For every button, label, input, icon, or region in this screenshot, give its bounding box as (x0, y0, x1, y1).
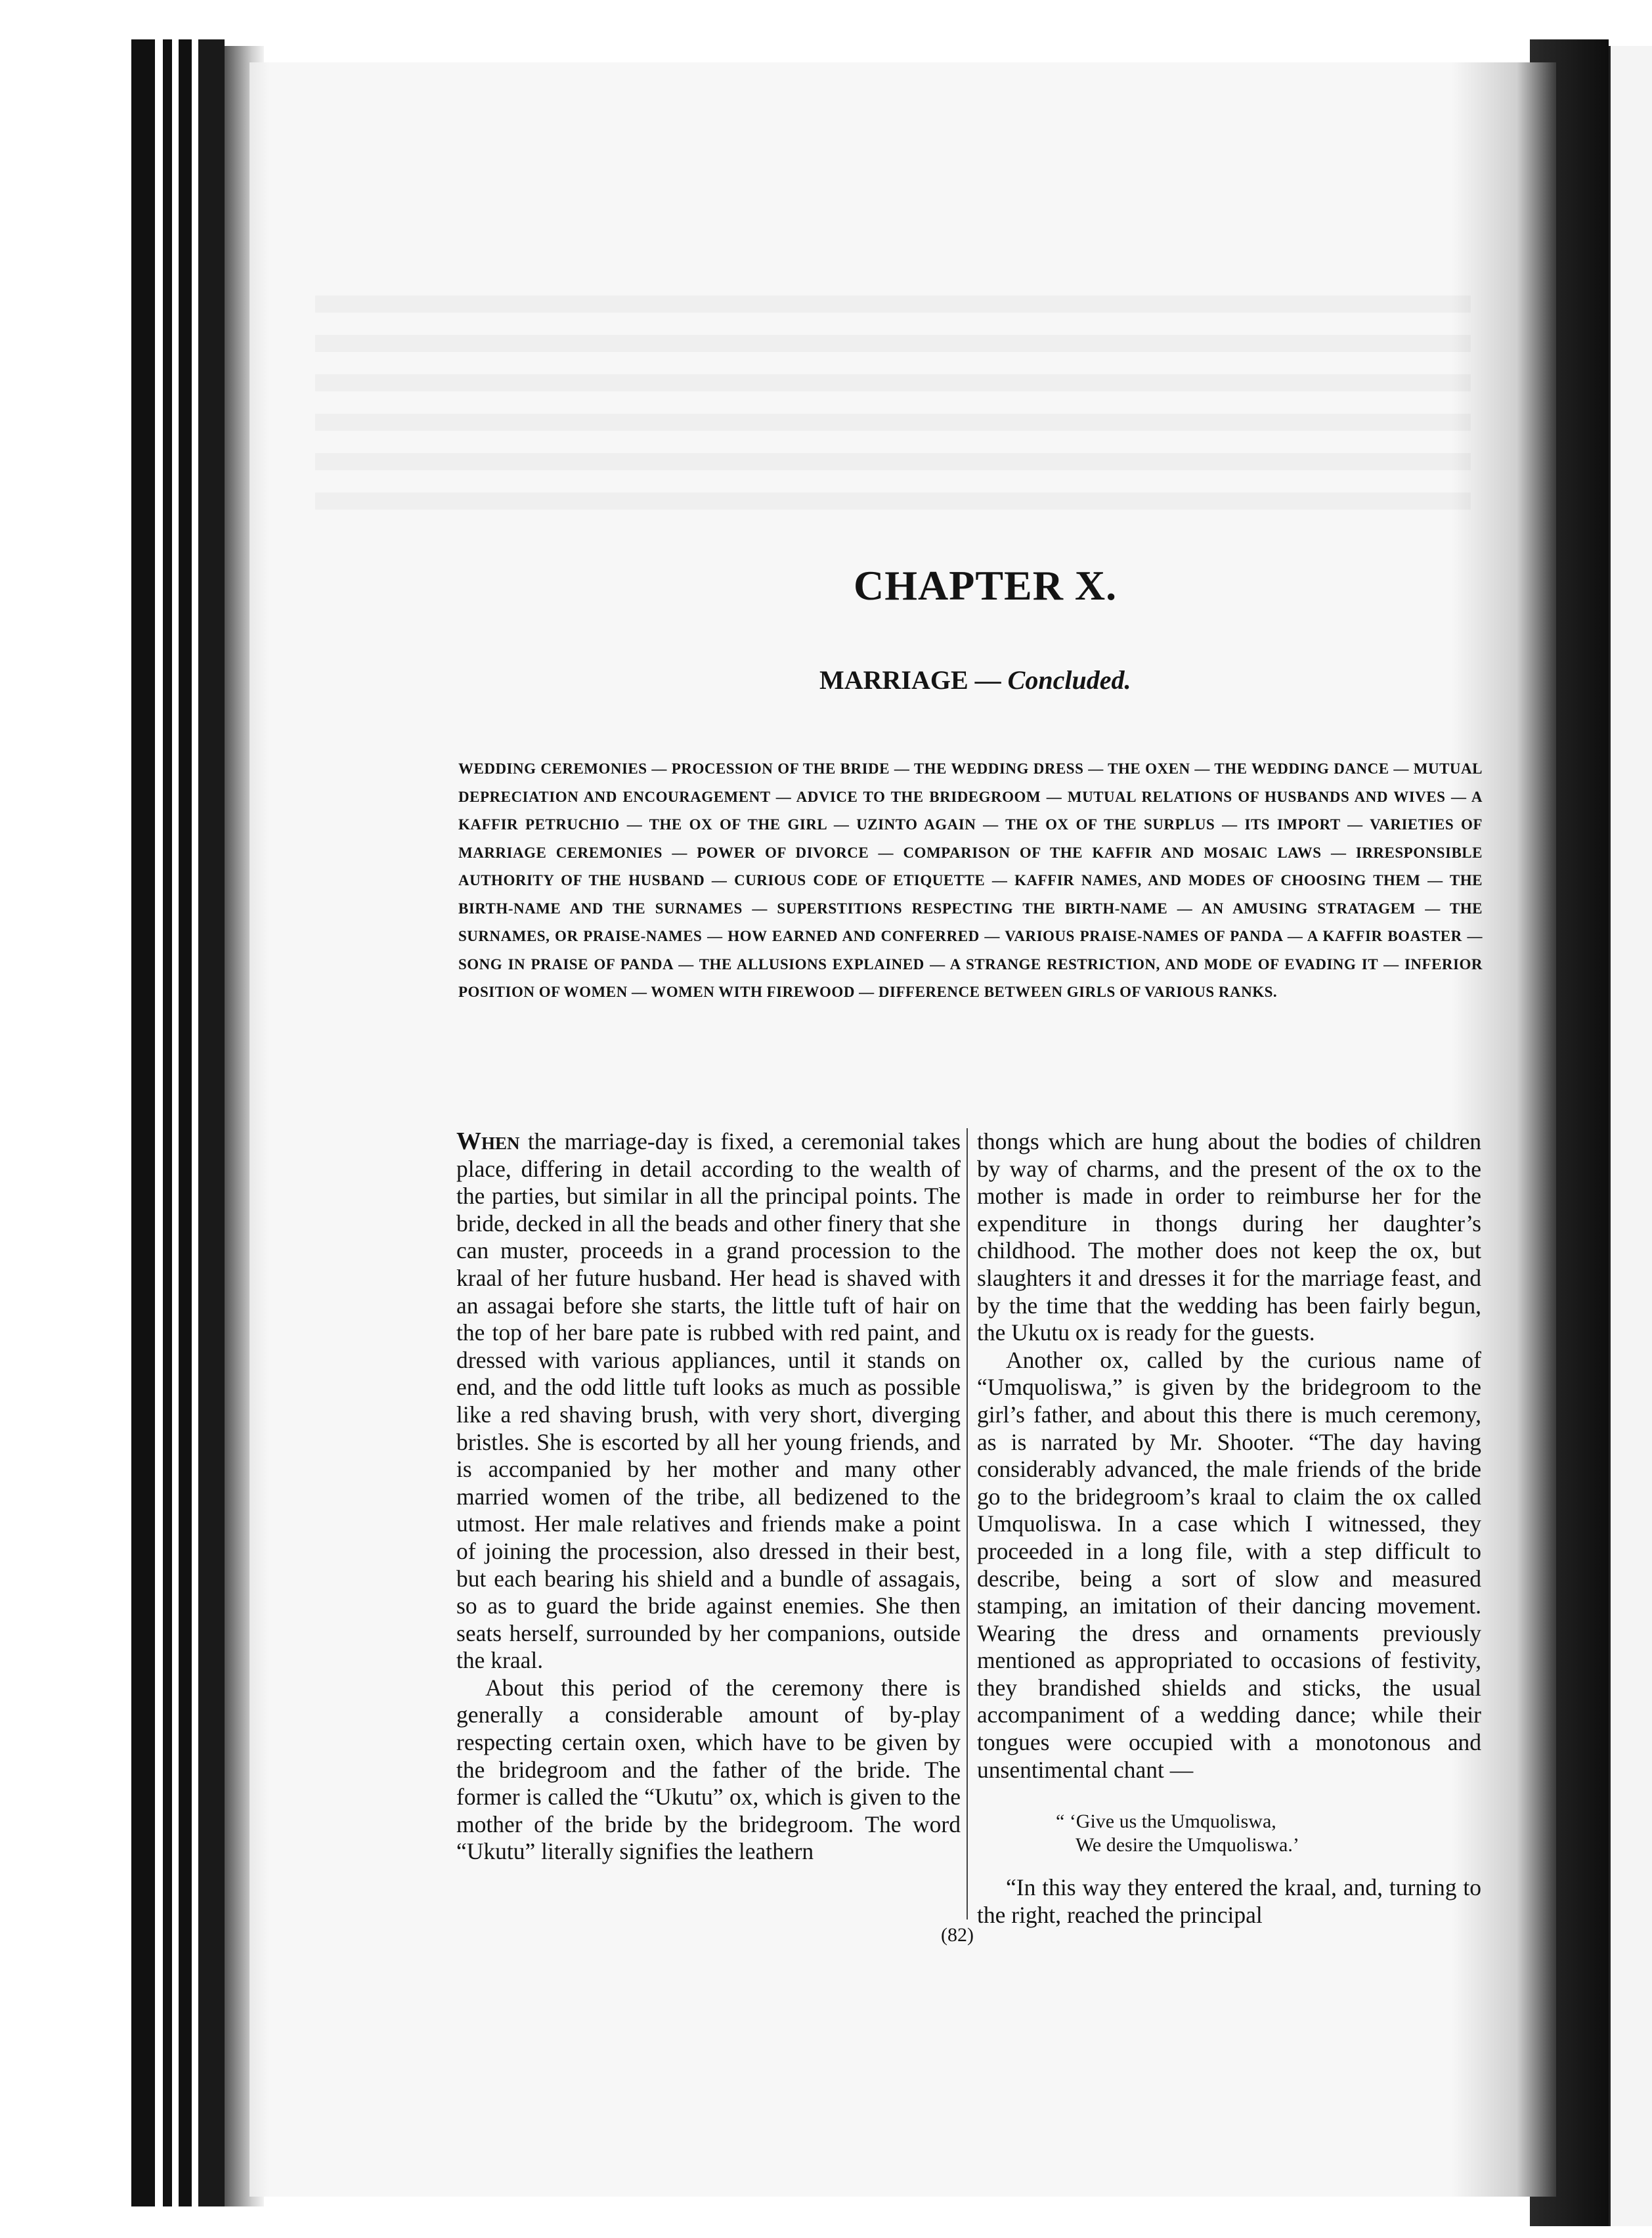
scan-margin (0, 0, 131, 2238)
chapter-summary: WEDDING CEREMONIES — PROCESSION OF THE BRIDE — THE WEDDING DRESS — THE OXEN — THE WEDDING DANCE — MUTUAL DEPRECIATION AND ENCOURAGEMENT — ADVICE TO THE BRIDEGROOM — MUTUAL RELATIONS OF HUSBANDS AND WIVES — A KAFFIR PETRUCHIO — THE OX OF THE GIRL — UZINTO AGAIN — THE OX OF THE SURPLUS — ITS IMPORT — VARIETIES OF MARRIAGE CEREMONIES — POWER OF DIVORCE — COMPARISON OF THE KAFFIR AND MOSAIC LAWS — IRRESPONSIBLE AUTHORITY OF THE HUSBAND — CURIOUS CODE OF ETIQUETTE — KAFFIR NAMES, AND MODES OF CHOOSING THEM — THE BIRTH-NAME AND THE SURNAMES — SUPERSTITIONS RESPECTING THE BIRTH-NAME — AN AMUSING STRATAGEM — THE SURNAMES, OR PRAISE-NAMES — HOW EARNED AND CONFERRED — VARIOUS PRAISE-NAMES OF PANDA — A KAFFIR BOASTER — SONG IN PRAISE OF PANDA — THE ALLUSIONS EXPLAINED — A STRANGE RESTRICTION, AND MODE OF EVADING IT — INFERIOR POSITION OF WOMEN — WOMEN WITH FIREWOOD — DIFFERENCE BETWEEN GIRLS OF VARIOUS RANKS. (458, 760, 1483, 1000)
right-column (977, 1128, 1481, 1929)
book-spine-edge (131, 39, 155, 2206)
book-spine-edge (179, 39, 192, 2206)
paragraph: “In this way they entered the kraal, and, turning to the right, reached the principal (977, 1874, 1481, 1928)
book-spine-edge (163, 39, 172, 2206)
paragraph (456, 1128, 961, 1675)
bleed-through (315, 374, 1471, 391)
bleed-through (315, 296, 1471, 313)
left-column (456, 1128, 961, 1866)
paragraph-lead-word: When (456, 1128, 520, 1155)
facing-page-strip (1609, 46, 1652, 2226)
paragraph-text: the marriage-day is fixed, a ceremonial takes place, differing in detail according to the wealth of the parties, but similar in all the principal points. The bride, decked in all the beads and other finery that she can muster, proceeds in a grand procession to the kraal of her future husband. Her head is shaved with an assagai before she starts, the little tuft of hair on the top of her bare pate is rubbed with red paint, and dressed with various appliances, until it stands on end, and the odd little tuft looks as much as possible like a red shaving brush, with very short, diverging bristles. She is escorted by all her young friends, and is accompanied by her mother and many other married women of the tribe, all bedizened to the utmost. Her male relatives and friends make a point of joining the procession, also dressed in their best, but each bearing his shield and a bundle of assagais, so as to guard the bride against enemies. She then seats herself, surrounded by her companions, outside the kraal. (456, 1128, 961, 1674)
book-spine-edge (198, 39, 225, 2206)
paragraph: About this period of the ceremony there is generally a considerable amount of by-play respecting certain oxen, which have to be given by the bridegroom and the father of the bride. The former is called the “Ukutu” ox, which is given to the mother of the bride by the bridegroom. The word “Ukutu” literally signifies the leathern (456, 1674, 961, 1865)
chapter-subtitle-main: MARRIAGE — (819, 665, 1001, 695)
page-number: (82) (941, 1924, 974, 1946)
chapter-title: CHAPTER X. (854, 562, 1118, 609)
bleed-through (315, 453, 1471, 470)
paragraph: Another ox, called by the curious name of “Umquoliswa,” is given by the bridegroom to the girl’s father, and about this there is much ceremony, as is narrated by Mr. Shooter. “The day having considerably advanced, the male friends of the bride go to the bridegroom’s kraal to claim the ox called Umquoliswa. In a case which I witnessed, they proceeded in a long file, with a step difficult to describe, being a sort of slow and measured stamping, an imitation of their dancing movement. Wearing the dress and ornaments previously mentioned as appropriated to occasions of festivity, they brandished shields and sticks, the usual accompaniment of a wedding dance; while their tongues were occupied with a monotonous and unsentimental chant — (977, 1346, 1481, 1783)
bleed-through (315, 414, 1471, 431)
chapter-subtitle (819, 665, 1131, 695)
chapter-subtitle-italic: Concluded. (1007, 665, 1131, 695)
verse-line: “ ‘Give us the Umquoliswa, (1056, 1810, 1276, 1833)
paragraph: thongs which are hung about the bodies of children by way of charms, and the present of the ox to the mother is made in order to reimburse her for the expenditure in thongs during her daughter’s childhood. The mother does not keep the ox, but slaughters it and dresses it for the marriage feast, and by the time that the wedding has been fairly begun, the Ukutu ox is ready for the guests. (977, 1128, 1481, 1346)
bleed-through (315, 493, 1471, 510)
verse-quote (977, 1810, 1481, 1857)
verse-line: We desire the Umquoliswa.’ (1076, 1834, 1299, 1856)
column-divider (967, 1128, 968, 1920)
bleed-through (315, 335, 1471, 352)
